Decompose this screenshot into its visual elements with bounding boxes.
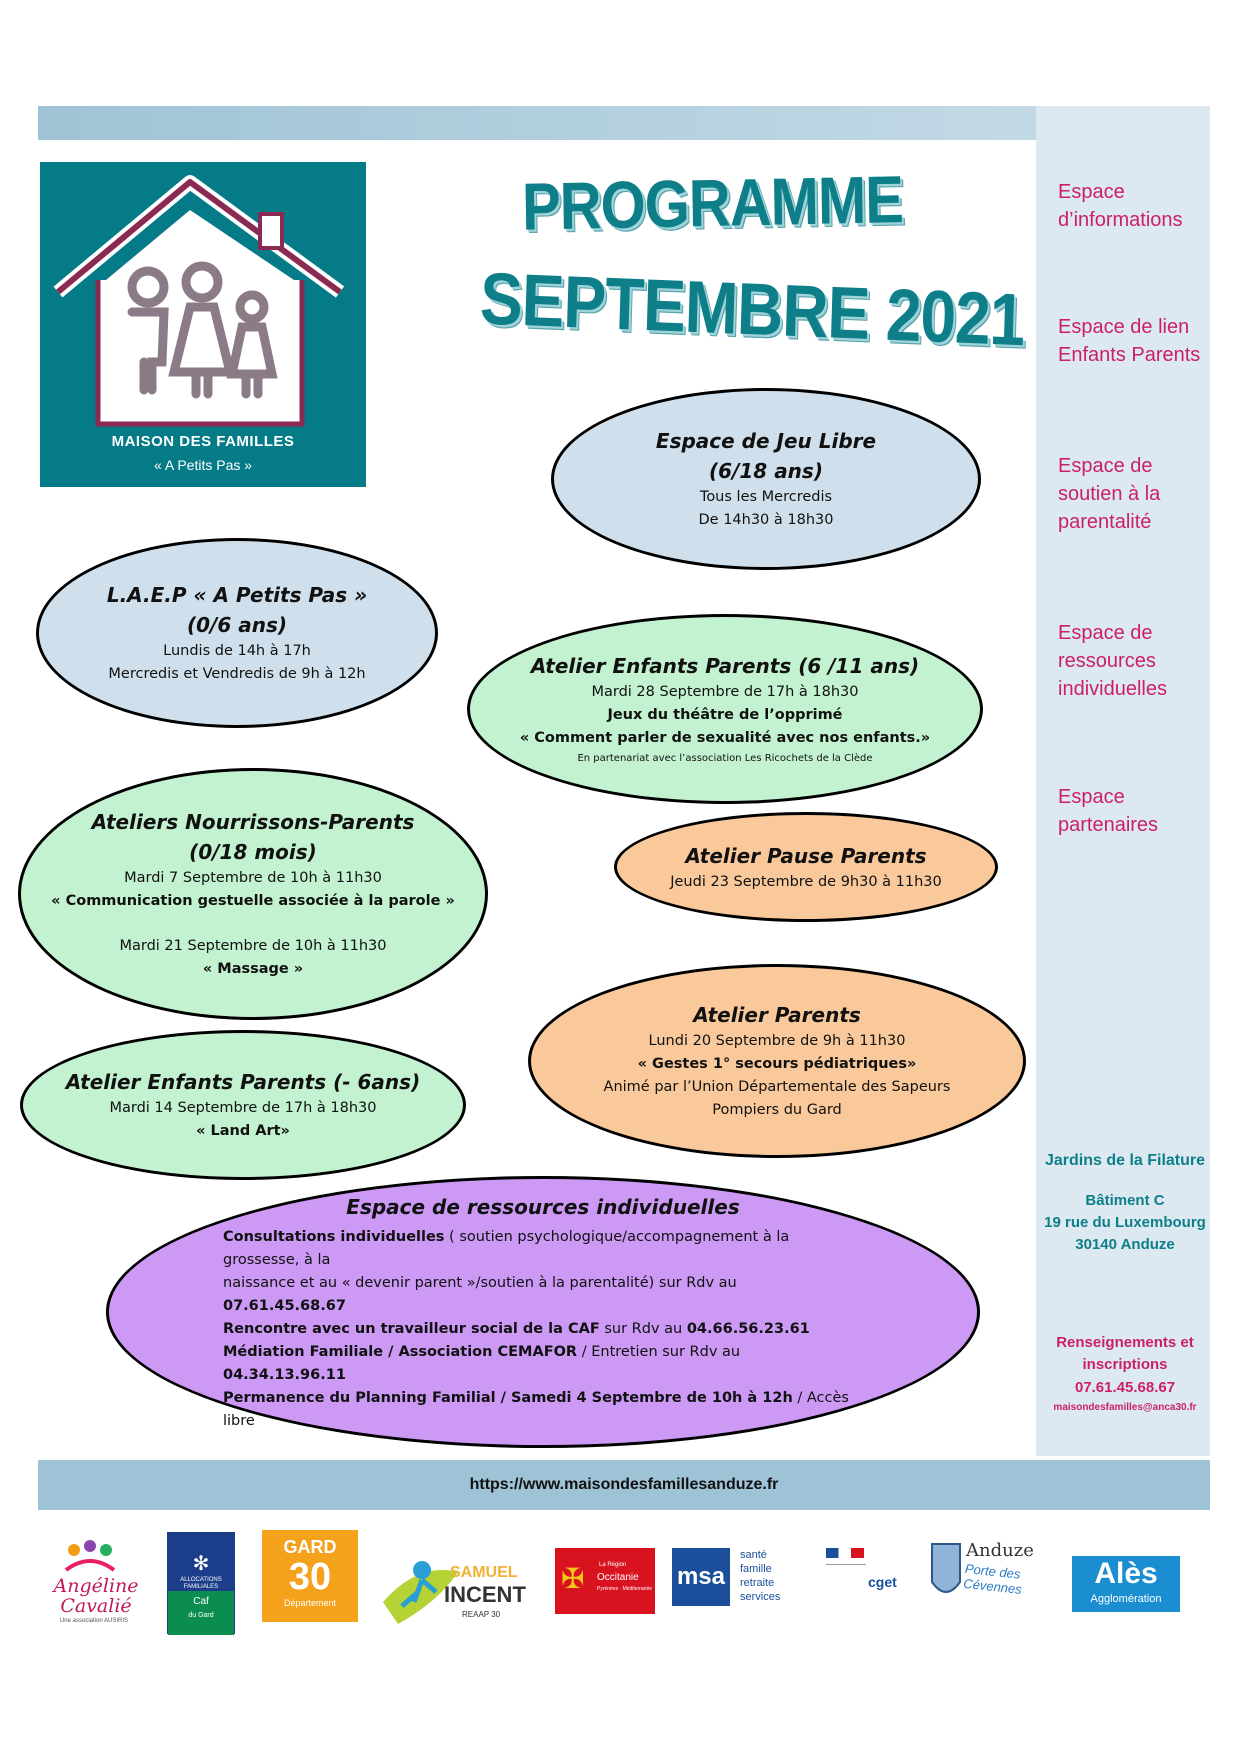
partner-text: Pyrénées · Méditerranée [597,1586,653,1592]
event-partner-note: En partenariat avec l’association Les Ricochets de la Clède [577,752,873,764]
address-street: 19 rue du Luxembourg [1044,1214,1206,1231]
ressources-list [223,1226,863,1433]
website-url-band [38,1460,1210,1510]
event-line: « Communication gestuelle associée à la parole » [51,893,455,909]
contact-label: Renseignements et [1056,1334,1194,1351]
partner-text: Anduze [966,1540,1034,1561]
page-subtitle-date: SEPTEMBRE 2021 [478,256,1026,362]
event-title: Atelier Parents [693,1003,861,1027]
logo-caption-title: MAISON DES FAMILLES [111,433,295,450]
ressource-item-consultations: Consultations individuelles ( soutien psychologique/accompagnement à la grossesse, à la [223,1228,790,1268]
contact-label: inscriptions [1082,1356,1168,1373]
event-age: (0/18 mois) [189,840,317,864]
partner-text: famille [740,1563,772,1575]
partner-text: Alès [1094,1557,1158,1590]
partner-logo-caf-gard [167,1532,235,1634]
partner-text: du Gard [188,1612,214,1619]
event-line: Tous les Mercredis [699,489,833,505]
event-title: Atelier Pause Parents [685,843,927,868]
event-title: L.A.E.P « A Petits Pas » [106,583,368,607]
event-line: Mardi 14 Septembre de 17h à 18h30 [109,1100,377,1116]
partner-text: SAMUEL [450,1564,518,1581]
occitan-cross-icon: ✠ [561,1563,585,1594]
ressource-item-planning-familial: Permanence du Planning Familial / Samedi 4 Septembre de 10h à 12h / Accès libre [223,1389,849,1429]
partner-text: Caf [193,1596,209,1607]
website-link[interactable]: https://www.maisondesfamillesanduze.fr [469,1476,779,1493]
partner-name: Angéline [53,1575,139,1597]
partner-logo-gard-30 [262,1530,358,1622]
sidebar-item-soutien-parentalite: Espace de soutien à la parentalité [1058,455,1161,533]
partner-text: Agglomération [1090,1593,1162,1605]
partner-logo-samuel-vincent [378,1532,530,1632]
partner-subtitle: Une association AUSIRIS [59,1618,129,1624]
address-block [1030,1152,1220,1256]
ressource-item-caf: Rencontre avec un travailleur social de la CAF sur Rdv au 04.66.56.23.61 [223,1320,810,1337]
event-line: Mercredis et Vendredis de 9h à 12h [108,666,366,682]
event-laep [36,538,438,728]
event-age: (6/18 ans) [709,459,823,483]
contact-email[interactable]: maisondesfamilles@anca30.fr [1053,1402,1197,1413]
event-line: Animé par l’Union Départementale des Sapeurs [603,1079,951,1095]
page-title: PROGRAMME [521,162,904,245]
event-line: Jeudi 23 Septembre de 9h30 à 11h30 [670,873,942,890]
event-line: « Gestes 1° secours pédiatriques» [637,1056,917,1072]
event-ateliers-nourrissons-parents [18,768,488,1020]
top-decorative-band [38,106,1210,140]
partner-text: Département [283,1598,337,1608]
partner-logo-anduze [930,1532,1062,1632]
event-line: De 14h30 à 18h30 [698,512,834,528]
event-line: Mardi 21 Septembre de 10h à 11h30 [119,938,387,954]
partner-text: GARD [283,1537,337,1557]
contact-phone[interactable]: 07.61.45.68.67 [1074,1379,1176,1396]
caf-snowflake-icon: ✻ [192,1553,210,1575]
sidebar-item-ressources-individuelles: Espace de ressources individuelles [1058,622,1167,700]
event-atelier-enfants-parents-6-11 [467,614,983,804]
partner-text: ALLOCATIONS [180,1577,222,1583]
partner-logo-occitanie [555,1548,655,1614]
event-espace-ressources-individuelles [106,1176,980,1448]
partner-logo-msa [672,1548,802,1614]
partner-text: REAAP 30 [462,1610,501,1619]
sidebar-item-partenaires: Espace partenaires [1058,786,1159,836]
address-city: 30140 Anduze [1075,1236,1175,1253]
sidebar-item-informations: Espace d’informations [1058,181,1183,231]
partner-text: Porte des Cévennes [962,1560,1023,1597]
event-line: Jeux du théâtre de l’opprimé [607,706,843,723]
french-flag-icon [826,1548,864,1558]
partner-text: santé [740,1549,767,1561]
partner-logo-angeline-cavalie [44,1532,144,1632]
event-line: Mardi 7 Septembre de 10h à 11h30 [124,870,382,886]
partner-text: msa [672,1548,730,1606]
partner-text: Occitanie [597,1572,639,1583]
ressource-item-consultations-cont: naissance et au « devenir parent »/soutien à la parentalité) sur Rdv au 07.61.45.68.67 [223,1274,737,1314]
event-atelier-pause-parents [614,812,998,922]
anduze-crest-icon [930,1542,962,1602]
event-age: (0/6 ans) [186,613,288,637]
event-title: Espace de ressources individuelles [346,1194,740,1219]
event-line: Mardi 28 Septembre de 17h à 18h30 [591,683,859,700]
partner-text: cget [868,1574,897,1590]
event-line: Lundi 20 Septembre de 9h à 11h30 [648,1033,906,1049]
logo-caption-subtitle: « A Petits Pas » [153,457,253,473]
event-atelier-parents [528,964,1026,1158]
event-line: « Massage » [202,961,304,977]
partner-text: La Région [599,1562,627,1568]
partner-text: FAMILIALES [183,1584,219,1590]
partner-text: INCENT [444,1582,526,1607]
event-title: Atelier Enfants Parents (- 6ans) [65,1070,421,1094]
event-line: Pompiers du Gard [712,1102,842,1118]
address-name: Jardins de la Filature [1044,1152,1206,1169]
address-building: Bâtiment C [1085,1192,1165,1209]
ressource-item-mediation: Médiation Familiale / Association CEMAFOR / Entretien sur Rdv au 04.34.13.96.11 [223,1343,741,1383]
event-line: Lundis de 14h à 17h [163,643,311,659]
event-title: Ateliers Nourrissons-Parents [91,810,415,834]
event-line: « Land Art» [196,1123,290,1139]
partner-text: retraite [740,1577,775,1589]
partner-text: 30 [288,1556,332,1598]
contact-block [1030,1332,1220,1416]
partner-name: Cavalié [60,1595,132,1617]
sidebar-item-lien-enfants-parents: Espace de lien Enfants Parents [1058,316,1201,366]
event-espace-jeu-libre [551,388,981,570]
event-title: Espace de Jeu Libre [655,429,877,453]
partner-logo-ales-agglomeration [1072,1556,1180,1612]
partner-logo-republique-cget [826,1548,906,1620]
event-line: « Comment parler de sexualité avec nos enfants.» [519,729,931,746]
partner-text: services [740,1591,781,1603]
event-title: Atelier Enfants Parents (6 /11 ans) [530,653,920,678]
event-atelier-enfants-parents-moins-6 [20,1030,466,1180]
